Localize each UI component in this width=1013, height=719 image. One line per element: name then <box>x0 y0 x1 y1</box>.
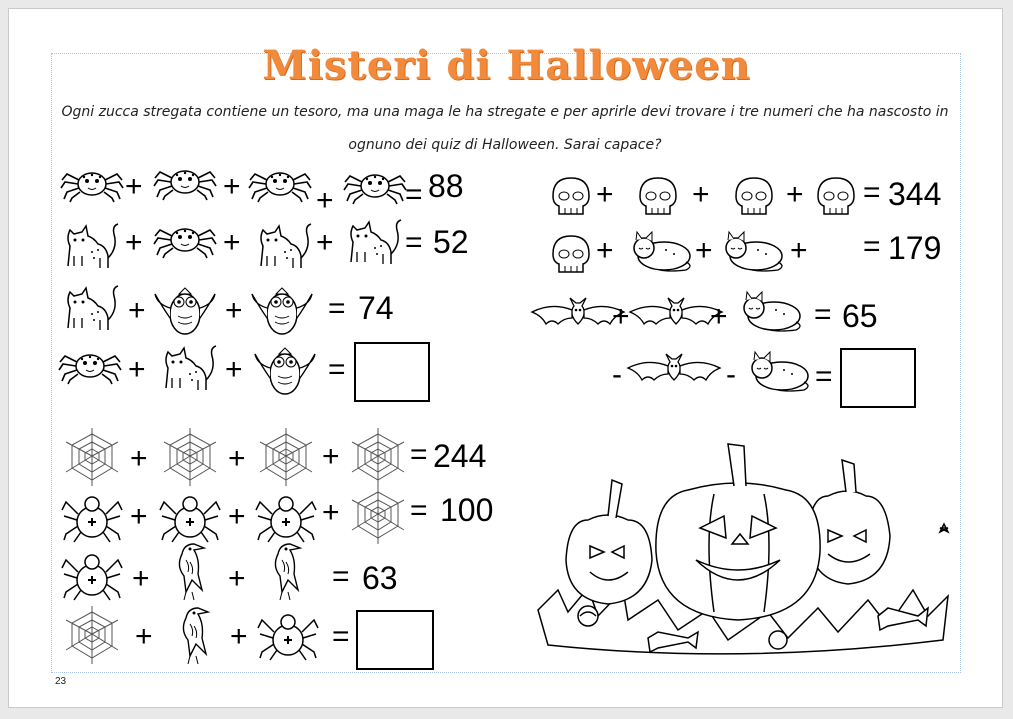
equals-sign: = <box>410 438 428 471</box>
black-spider-icon <box>62 548 122 602</box>
cat-icon <box>160 340 220 396</box>
plus-sign: + <box>132 562 150 595</box>
equals-sign: = <box>815 360 833 393</box>
intro-text: Ogni zucca stregata contiene un tesoro, ma una maga le ha stregate e per aprirle devi trovare i tre numeri che ha nascosto in ognuno dei quiz di Halloween. Sarai capace? <box>61 104 949 153</box>
bat-icon <box>628 352 720 384</box>
plus-sign: + <box>230 620 248 653</box>
plus-sign: + <box>786 178 804 211</box>
result-value: 100 <box>440 492 494 528</box>
plus-sign: + <box>612 300 630 333</box>
black-spider-icon <box>62 490 122 544</box>
equals-sign: = <box>863 230 881 263</box>
result-value: 63 <box>362 560 398 596</box>
equals-sign: = <box>328 292 346 325</box>
spider-icon <box>250 168 310 204</box>
black-spider-icon <box>160 490 220 544</box>
sleeping-cat-icon <box>722 232 788 272</box>
cat-icon <box>345 214 405 270</box>
result-value: 244 <box>433 438 487 474</box>
spider-icon <box>62 168 122 204</box>
equals-sign: = <box>332 620 350 653</box>
minus-sign: - <box>612 358 622 391</box>
result-value: 52 <box>433 224 469 260</box>
equals-sign: = <box>332 560 350 593</box>
spider-icon <box>155 224 215 260</box>
bat-icon <box>532 296 624 328</box>
plus-sign: + <box>128 353 146 386</box>
result-value: 179 <box>888 230 942 266</box>
black-spider-icon <box>256 490 316 544</box>
spiderweb-icon <box>62 606 122 664</box>
plus-sign: + <box>316 184 334 217</box>
page-title: Misteri di Halloween <box>262 42 751 89</box>
plus-sign: + <box>225 353 243 386</box>
spiderweb-icon <box>348 486 408 544</box>
result-value: 65 <box>842 298 878 334</box>
result-value: 344 <box>888 176 942 212</box>
equals-sign: = <box>405 178 423 211</box>
sleeping-cat-icon <box>630 232 696 272</box>
owl-icon <box>155 284 215 336</box>
answer-box[interactable] <box>356 610 434 670</box>
page-number: 23 <box>55 676 67 687</box>
plus-sign: + <box>130 442 148 475</box>
skull-icon <box>728 174 778 218</box>
spider-icon <box>345 170 405 206</box>
plus-sign: + <box>316 226 334 259</box>
result-value: 74 <box>358 290 394 326</box>
spider-icon <box>60 350 120 386</box>
plus-sign: + <box>790 234 808 267</box>
plus-sign: + <box>228 500 246 533</box>
plus-sign: + <box>130 500 148 533</box>
plus-sign: + <box>125 226 143 259</box>
owl-icon <box>255 344 315 396</box>
crow-icon <box>166 604 220 666</box>
skull-icon <box>545 232 595 276</box>
spiderweb-icon <box>160 428 220 486</box>
equals-sign: = <box>405 226 423 259</box>
plus-sign: + <box>322 496 340 529</box>
bat-icon <box>630 296 722 328</box>
skull-icon <box>810 174 860 218</box>
plus-sign: + <box>223 226 241 259</box>
cat-icon <box>255 218 315 274</box>
plus-sign: + <box>695 234 713 267</box>
plus-sign: + <box>322 440 340 473</box>
plus-sign: + <box>228 562 246 595</box>
equals-sign: = <box>328 353 346 386</box>
plus-sign: + <box>135 620 153 653</box>
plus-sign: + <box>125 170 143 203</box>
equals-sign: = <box>410 494 428 527</box>
spider-icon <box>155 166 215 202</box>
black-spider-icon <box>258 608 318 662</box>
skull-icon <box>545 174 595 218</box>
cat-icon <box>62 280 122 336</box>
spiderweb-icon <box>62 428 122 486</box>
plus-sign: + <box>128 294 146 327</box>
plus-sign: + <box>596 234 614 267</box>
plus-sign: + <box>228 442 246 475</box>
sleeping-cat-icon <box>740 292 806 332</box>
plus-sign: + <box>225 294 243 327</box>
minus-sign: - <box>726 358 736 391</box>
owl-icon <box>252 284 312 336</box>
crow-icon <box>162 540 216 602</box>
pumpkins-illustration <box>528 440 958 665</box>
plus-sign: + <box>692 178 710 211</box>
answer-box[interactable] <box>840 348 916 408</box>
spiderweb-icon <box>256 428 316 486</box>
answer-box[interactable] <box>354 342 430 402</box>
spiderweb-icon <box>348 428 408 486</box>
plus-sign: + <box>710 300 728 333</box>
crow-icon <box>258 540 312 602</box>
plus-sign: + <box>596 178 614 211</box>
plus-sign: + <box>223 170 241 203</box>
skull-icon <box>632 174 682 218</box>
sleeping-cat-icon <box>748 352 814 392</box>
equals-sign: = <box>863 176 881 209</box>
result-value: 88 <box>428 168 464 204</box>
equals-sign: = <box>814 298 832 331</box>
cat-icon <box>62 218 122 274</box>
